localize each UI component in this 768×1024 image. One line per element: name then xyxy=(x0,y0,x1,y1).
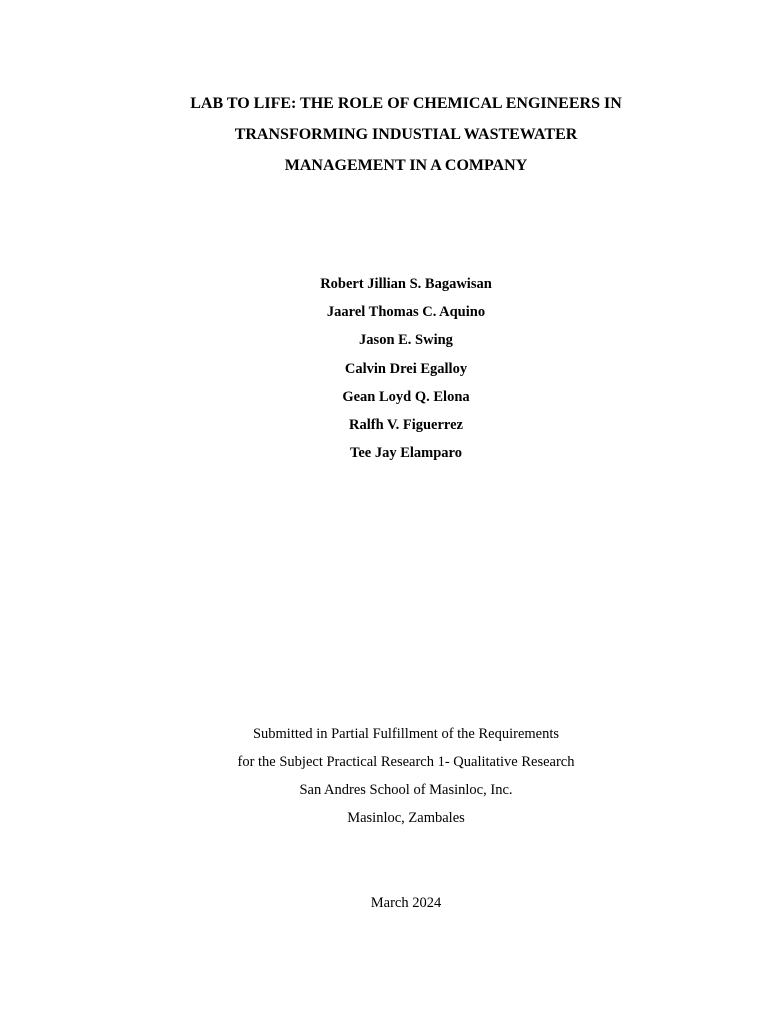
document-title xyxy=(0,88,768,181)
submission-line: Submitted in Partial Fulfillment of the Requirements xyxy=(252,726,560,742)
title-line-2: TRANSFORMING INDUSTIAL WASTEWATER xyxy=(234,126,578,143)
submission-statement xyxy=(0,720,768,832)
author-name: Tee Jay Elamparo xyxy=(350,445,462,462)
school-location: Masinloc, Zambales xyxy=(347,810,465,826)
title-line-1: LAB TO LIFE: THE ROLE OF CHEMICAL ENGINEERS IN xyxy=(190,95,622,112)
author-name: Gean Loyd Q. Elona xyxy=(342,388,470,405)
author-list xyxy=(0,270,768,467)
school-name: San Andres School of Masinloc, Inc. xyxy=(299,782,513,798)
submission-line: for the Subject Practical Research 1- Qualitative Research xyxy=(237,754,575,770)
submission-date: March 2024 xyxy=(370,895,442,911)
title-line-3: MANAGEMENT IN A COMPANY xyxy=(284,157,528,174)
author-name: Ralfh V. Figuerrez xyxy=(349,417,463,434)
author-name: Jaarel Thomas C. Aquino xyxy=(326,304,486,321)
author-name: Robert Jillian S. Bagawisan xyxy=(320,276,492,292)
author-name: Calvin Drei Egalloy xyxy=(344,360,468,377)
author-name: Jason E. Swing xyxy=(359,332,453,349)
